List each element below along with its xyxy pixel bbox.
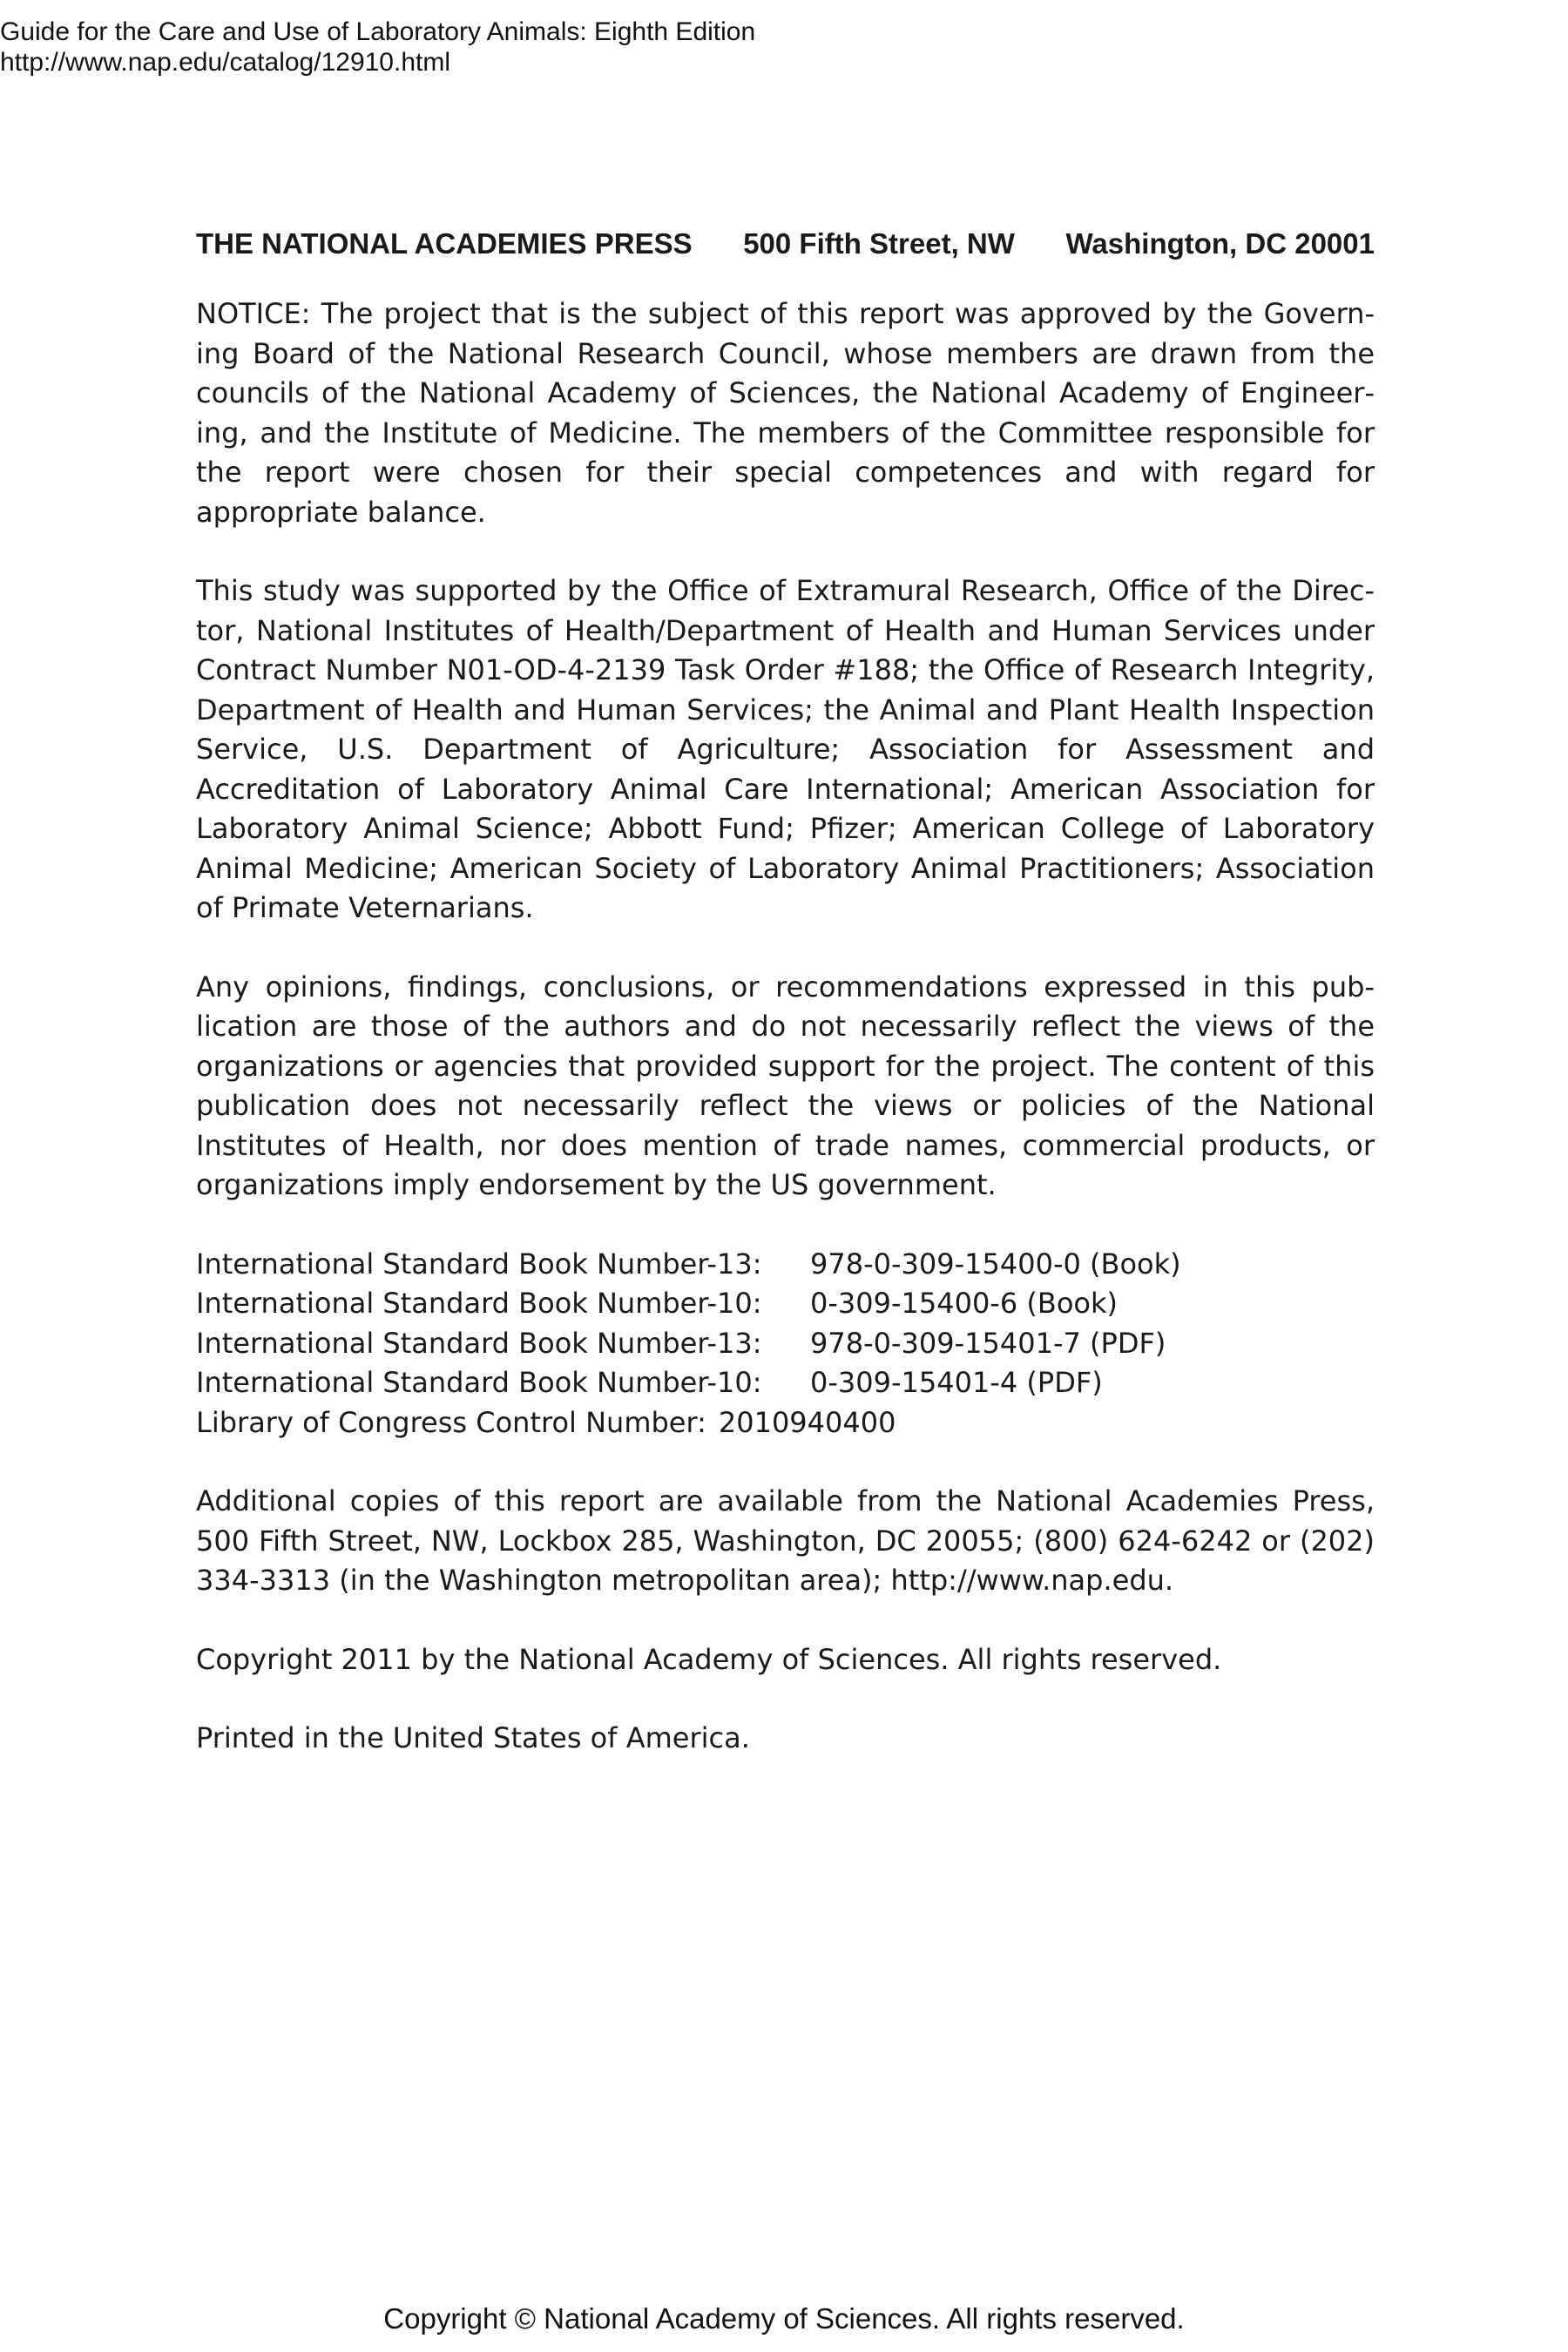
notice-paragraph: NOTICE: The project that is the subject of this report was approved by the Governing Board of the National Research Council, whose members are drawn from the councils of the National Academy of Sciences, the National Academy of Engineering, and the Institute of Medicine. The members of the Committee responsible for the report were chosen for their special competences and with regard for appropriate balance. bbox=[196, 297, 1375, 529]
isbn-value: 978-0-309-15401-7 (PDF) bbox=[810, 1326, 1166, 1360]
lccn-label: Library of Congress Control Number: bbox=[196, 1405, 706, 1439]
copyright-footer: Copyright © National Academy of Sciences. All rights reserved. bbox=[383, 2302, 1185, 2335]
publisher-street: 500 Fifth Street, NW bbox=[743, 227, 1015, 260]
isbn-row bbox=[196, 1245, 1375, 1285]
isbn-list bbox=[196, 1245, 1375, 1443]
additional-copies-paragraph: Additional copies of this report are available from the National Academies Press, 500 Fifth Street, NW, Lockbox 285, Washington, DC 20055; (800) 624-6242 or (202) 334-3313 (in the Washington metropolitan area); http://www.nap.edu. bbox=[196, 1484, 1375, 1597]
publisher-city: Washington, DC 20001 bbox=[1065, 227, 1375, 260]
copyright-statement: Copyright 2011 by the National Academy of Sciences. All rights reserved. bbox=[196, 1642, 1222, 1676]
isbn-row bbox=[196, 1284, 1375, 1324]
isbn-label: International Standard Book Number-10: bbox=[196, 1287, 762, 1320]
isbn-label: International Standard Book Number-13: bbox=[196, 1326, 762, 1360]
support-paragraph: This study was supported by the Office of Extramural Research, Office of the Director, National Institutes of Health/Department of Health and Human Services under Contract Number N01-OD-4-2139 Task Order #188; the Office of Research Integrity, Department of Health and Human Services; the Animal and Plant Health Inspection Service, U.S. Department of Agriculture; Association for Assessment and Accreditation of Laboratory Animal Care International; American Association for Laboratory Animal Science; Abbott Fund; Pfizer; American College of Laboratory Animal Medicine; American Society of Laboratory Animal Practitioners; Association of Primate Veternarians. bbox=[196, 574, 1375, 924]
isbn-value: 978-0-309-15400-0 (Book) bbox=[810, 1247, 1181, 1281]
isbn-label: International Standard Book Number-13: bbox=[196, 1247, 762, 1281]
isbn-value: 0-309-15401-4 (PDF) bbox=[810, 1366, 1103, 1399]
isbn-value: 0-309-15400-6 (Book) bbox=[810, 1287, 1119, 1320]
publisher-address-line bbox=[196, 226, 1375, 261]
disclaimer-paragraph: Any opinions, findings, conclusions, or recommendations expressed in this publication are those of the authors and do not necessarily reflect the views of the organizations or agencies that provided support for the project. The content of this publication does not necessarily reflect the views or policies of the National Institutes of Health, nor does mention of trade names, commercial products, or organizations imply endorsement by the US government. bbox=[196, 970, 1375, 1201]
lccn-row bbox=[196, 1403, 1375, 1443]
printed-in-statement: Printed in the United States of America. bbox=[196, 1721, 750, 1754]
catalog-url-header: http://www.nap.edu/catalog/12910.html bbox=[0, 48, 451, 77]
isbn-label: International Standard Book Number-10: bbox=[196, 1366, 762, 1399]
copyright-page-content bbox=[196, 226, 1375, 1798]
isbn-row bbox=[196, 1363, 1375, 1403]
document-title-header: Guide for the Care and Use of Laboratory Animals: Eighth Edition bbox=[0, 17, 756, 46]
lccn-value: 2010940400 bbox=[718, 1405, 896, 1439]
publisher-name: THE NATIONAL ACADEMIES PRESS bbox=[196, 227, 693, 260]
isbn-row bbox=[196, 1324, 1375, 1364]
